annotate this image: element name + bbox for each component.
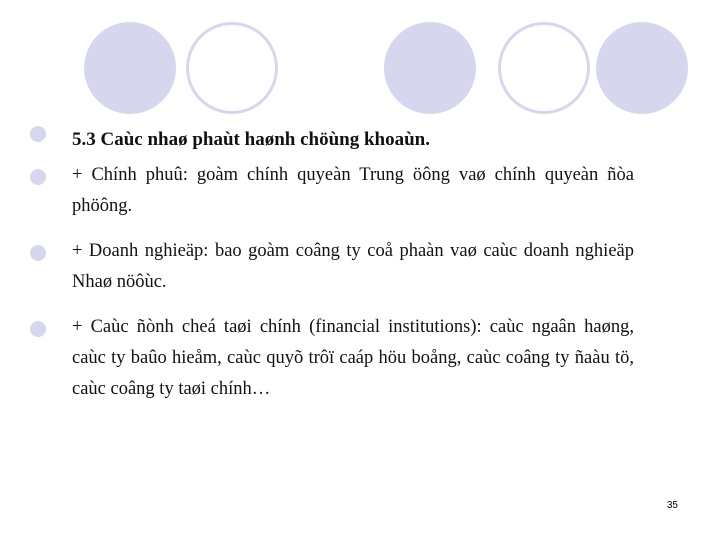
slide-heading: 5.3 Caùc nhaø phaùt haønh chöùng khoaùn.: [72, 129, 430, 150]
bullet-icon: [30, 169, 46, 185]
page-number: 35: [666, 500, 678, 511]
slide-content: [72, 124, 634, 405]
bullet-item-enterprises: + Doanh nghieäp: bao goàm coâng ty coå phaàn vaø caùc doanh nghieäp Nhaø nöôùc.: [72, 241, 634, 292]
circle-decoration: [498, 22, 590, 114]
bullet-item-government: + Chính phuû: goàm chính quyeàn Trung öông vaø chính quyeàn ñòa phöông.: [72, 165, 634, 216]
circle-decoration: [596, 22, 688, 114]
circle-decoration: [84, 22, 176, 114]
bullet-icon: [30, 126, 46, 142]
circle-decoration: [186, 22, 278, 114]
circle-decoration: [384, 22, 476, 114]
bullet-item-financial-institutions: + Caùc ñònh cheá taøi chính (financial institutions): caùc ngaân haøng, caùc ty baûo hieåm, caùc quyõ trôï caáp höu boång, caùc coâng ty ñaàu tö, caùc coâng ty taøi chính…: [72, 317, 634, 399]
bullet-icon: [30, 245, 46, 261]
bullet-icon: [30, 321, 46, 337]
